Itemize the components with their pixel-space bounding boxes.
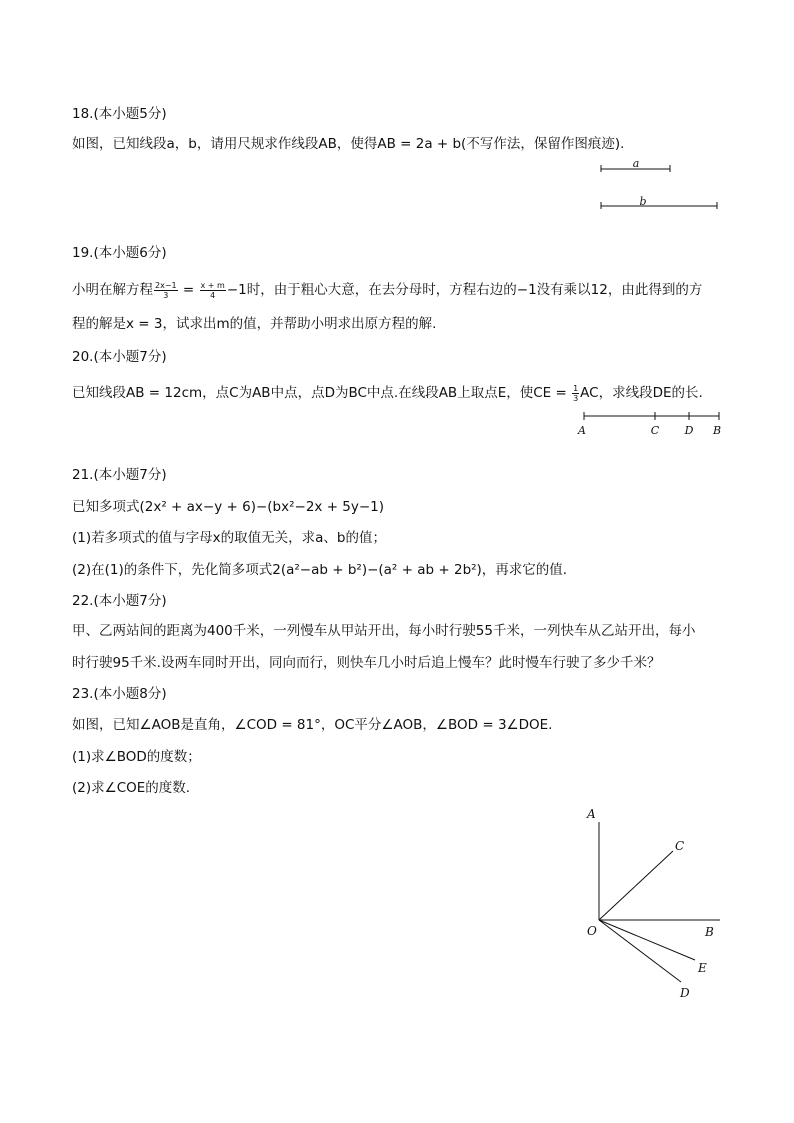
label-E: E [698, 961, 707, 975]
svg-text:C: C [650, 424, 660, 437]
label-a: a [632, 157, 640, 170]
label-A: A [587, 807, 596, 821]
q21-line1: 已知多项式(2x² + ax−y + 6)−(bx²−2x + 5y−1) [72, 499, 385, 515]
q22-line1: 甲、乙两站间的距离为400千米，一列慢车从甲站开出，每小时行驶55千米，一列快车从乙站开出，每小 [72, 623, 696, 639]
label-b: b [639, 195, 647, 208]
q20-fraction: $\frac{1}{3}$ [573, 383, 579, 403]
q19-fraction-1: $\frac{2x-1}{3}$ [155, 280, 177, 300]
q19-line2: 程的解是x = 3，试求出m的值，并帮助小明求出原方程的解. [72, 316, 437, 332]
label-D: D [680, 986, 690, 1000]
q19-header: 19.(本小题6分) [72, 245, 167, 261]
label-O: O [587, 924, 597, 938]
q21-line3: (2)在(1)的条件下，先化简多项式2(a²−ab + b²)−(a² + ab + 2b²)，再求它的值. [72, 562, 568, 578]
q18-figure [596, 155, 726, 213]
q23-line1: 如图，已知∠AOB是直角，∠COD = 81°，OC平分∠AOB，∠BOD = 3∠DOE. [72, 717, 553, 733]
q21-header: 21.(本小题7分) [72, 467, 167, 483]
q21-line2: (1)若多项式的值与字母x的取值无关，求a、b的值； [72, 530, 386, 546]
label-C: C [675, 839, 685, 853]
q18-text: 如图，已知线段a，b，请用尺规求作线段AB，使得AB = 2a + b(不写作法，保留作图痕迹). [72, 136, 625, 152]
ray-OE [599, 920, 695, 960]
svg-text:B: B [712, 424, 722, 437]
q22-header: 22.(本小题7分) [72, 593, 167, 609]
q23-angle-figure [575, 800, 735, 1005]
q20-text: 已知线段AB = 12cm，点C为AB中点，点D为BC中点.在线段AB上取点E，使CE = $\frac{1}{3}$ AC，求线段DE的长. [72, 383, 703, 403]
q20-header: 20.(本小题7分) [72, 349, 167, 365]
label-B: B [705, 925, 714, 939]
q19-line1: 小明在解方程 $\frac{2x-1}{3}$ = $\frac{x + m}{4}$ −1时，由于粗心大意，在去分母时，方程右边的−1没有乘以12，由此得到的方 [72, 280, 703, 300]
q23-line2: (1)求∠BOD的度数； [72, 749, 201, 765]
q19-fraction-2: $\frac{x + m}{4}$ [200, 280, 225, 300]
q23-line3: (2)求∠COE的度数. [72, 780, 191, 796]
q23-header: 23.(本小题8分) [72, 686, 167, 702]
svg-text:A: A [578, 424, 586, 437]
ray-OD [599, 920, 681, 982]
q20-figure [576, 408, 728, 440]
svg-text:D: D [684, 424, 694, 437]
q22-line2: 时行驶95千米.设两车同时开出，同向而行，则快车几小时后追上慢车？此时慢车行驶了多少千米？ [72, 655, 661, 671]
q18-header: 18.(本小题5分) [72, 106, 167, 122]
ray-OC [599, 851, 673, 920]
